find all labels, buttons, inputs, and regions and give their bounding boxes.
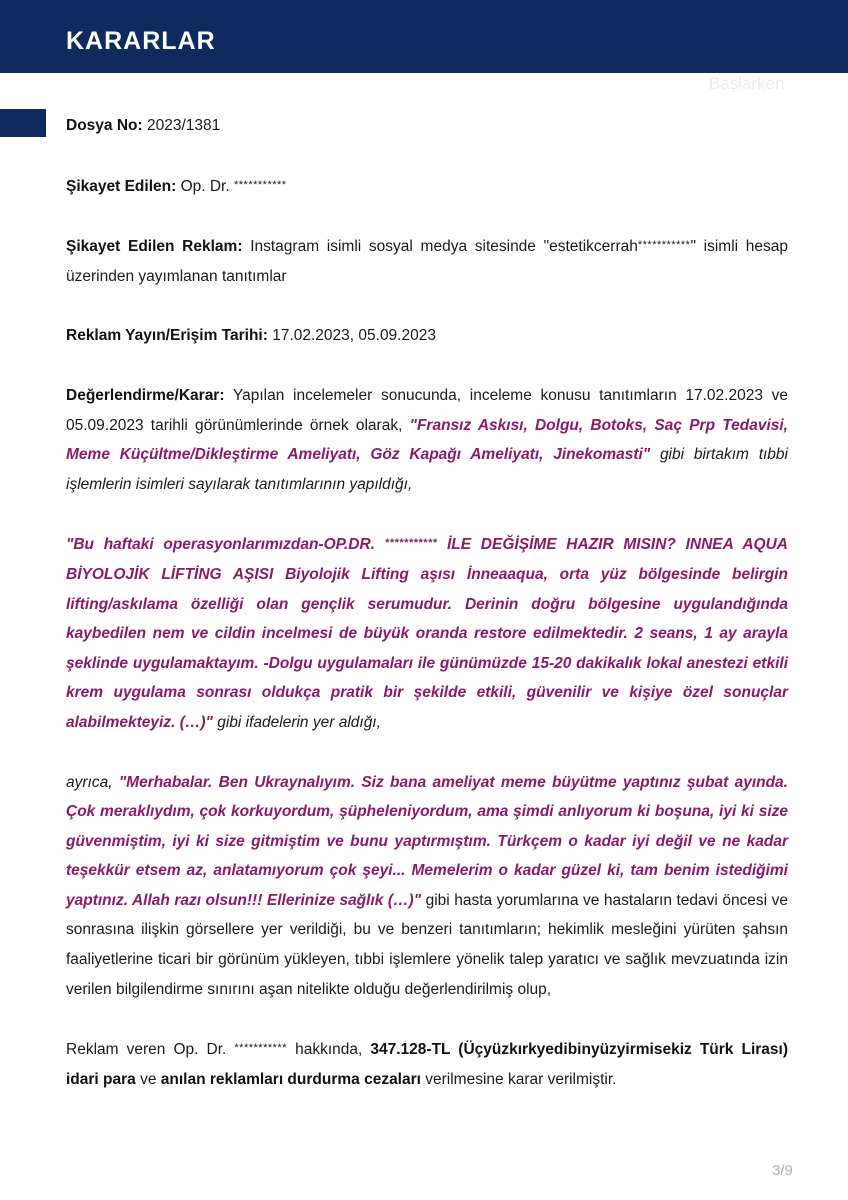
quote-2-tail: gibi hasta yorumlarına ve hastaların tedavi öncesi ve sonrasına ilişkin görsellere yer verildiği, bu ve benzeri tanıtımların; hekimlik mesleğini yürüten şahsın faaliyetlerine ticari bir görünüm yükleyen, tıbbi işlemlere yönelik talep yaratıcı ve sağlık mevzuatında izin verilen bilgilendirme sınırını aşan nitelikte olduğu değerlendirilmiş olup, xyxy=(66,891,789,998)
file-number-value: 2023/1381 xyxy=(146,117,221,134)
date-label: Reklam Yayın/Erişim Tarihi: xyxy=(66,327,268,345)
fine-amount: 347.128-TL (Üçyüzkırkyedibinyüzyirmisekiz Türk Lirası) idari para xyxy=(66,1041,788,1088)
decision-body xyxy=(66,111,788,1094)
ad-label: Şikayet Edilen Reklam: xyxy=(66,238,243,256)
quote-2-lead: ayrıca, xyxy=(66,773,113,791)
page-title: KARARLAR xyxy=(66,27,216,55)
section-marker xyxy=(0,109,46,137)
masked-account: *********** xyxy=(637,239,691,252)
complained-line xyxy=(66,171,788,202)
evaluation-label: Değerlendirme/Karar: xyxy=(66,386,225,404)
quote-1-part-1: "Bu haftaki operasyonlarımızdan-OP.DR. xyxy=(66,536,375,554)
decision-text-3: ve xyxy=(140,1070,157,1088)
ad-text-2: " isimli hesap üzerinden yayımlanan tanıtımlar xyxy=(66,238,788,285)
decision-text-1: Reklam veren Op. Dr. xyxy=(66,1041,227,1059)
penalty-type: anılan reklamları durdurma cezaları xyxy=(160,1070,421,1088)
decision-paragraph xyxy=(66,1034,788,1094)
evaluation-text-2: gibi birtakım tıbbi işlemlerin isimleri sayılarak tanıtımlarının yapıldığı, xyxy=(66,446,788,493)
decision-text-4: verilmesine karar verilmiştir. xyxy=(425,1070,617,1088)
file-number-label: Dosya No: xyxy=(66,117,143,134)
complained-value: Op. Dr. xyxy=(180,177,230,195)
date-value: 17.02.2023, 05.09.2023 xyxy=(272,327,436,345)
complained-label: Şikayet Edilen: xyxy=(66,177,177,195)
procedures-quote: "Fransız Askısı, Dolgu, Botoks, Saç Prp Tedavisi, Meme Küçültme/Dikleştirme Ameliyatı, Göz Kapağı Ameliyatı, Jinekomasti" xyxy=(66,416,788,464)
evaluation-text-1: Yapılan incelemeler sonucunda, inceleme konusu tanıtımların 17.02.2023 ve 05.09.2023 tarihli görünümlerinde örnek olarak, xyxy=(66,386,788,434)
decision-text-2: hakkında, xyxy=(295,1041,363,1059)
ad-text-1: Instagram isimli sosyal medya sitesinde "estetikcerrah xyxy=(250,238,638,256)
decision-masked: *********** xyxy=(234,1042,287,1055)
evaluation-paragraph xyxy=(66,381,788,499)
quote-1-part-2: İLE DEĞİŞİME HAZIR MISIN? INNEA AQUA BİYOLOJİK LİFTİNG AŞISI Biyolojik Lifting aşısı İnneaaqua, orta yüz bölgesinde belirgin lifting/askılama özelliği olan gençlik serumudur. Derinin doğru bölgesine uygulandığında kaybedilen nem ve cildin incelmesi de büyük oranda restore edilmektedir. 2 seans, 1 ay arayla şeklinde uygulamaktayım. -Dolgu uygulamaları ile günümüzde 15-20 dakikalık lokal anestezi etkili krem uygulama sonrası oldukça pratik bir şekilde etkili, güvenilir ve kişiye özel sonuçlar alabilmekteyiz. (…)" xyxy=(66,536,788,731)
quote-paragraph-2 xyxy=(66,768,788,1005)
quote-1-masked: *********** xyxy=(384,537,438,550)
quote-1-tail: gibi ifadelerin yer aldığı, xyxy=(217,713,381,731)
masked-name: *********** xyxy=(234,178,287,191)
quote-paragraph-1 xyxy=(66,529,788,737)
date-line xyxy=(66,321,788,351)
file-number-line xyxy=(66,111,788,141)
patient-review-quote: "Merhabalar. Ben Ukraynalıyım. Siz bana ameliyat meme büyütme yaptınız şubat ayında. Çok meraklıydım, çok korkuyordum, şüpheleniyordum, ama şimdi anlıyorum ki boşuna, iyi ki size güvenmiştim, iyi ki size gitmiştim ve bunu yaptırmıştım. Türkçem o kadar iyi değil ve ne kadar teşekkür etsem az, anlatamıyorum çok şeyi... Memelerim o kadar güzel ki, tam benim istediğimi yaptınız. Allah razı olsun!!! Ellerinize sağlık (…)" xyxy=(66,773,788,909)
page-number: 3/9 xyxy=(772,1162,793,1179)
ghost-heading: Başlarken xyxy=(709,74,785,93)
ad-line xyxy=(66,231,788,291)
